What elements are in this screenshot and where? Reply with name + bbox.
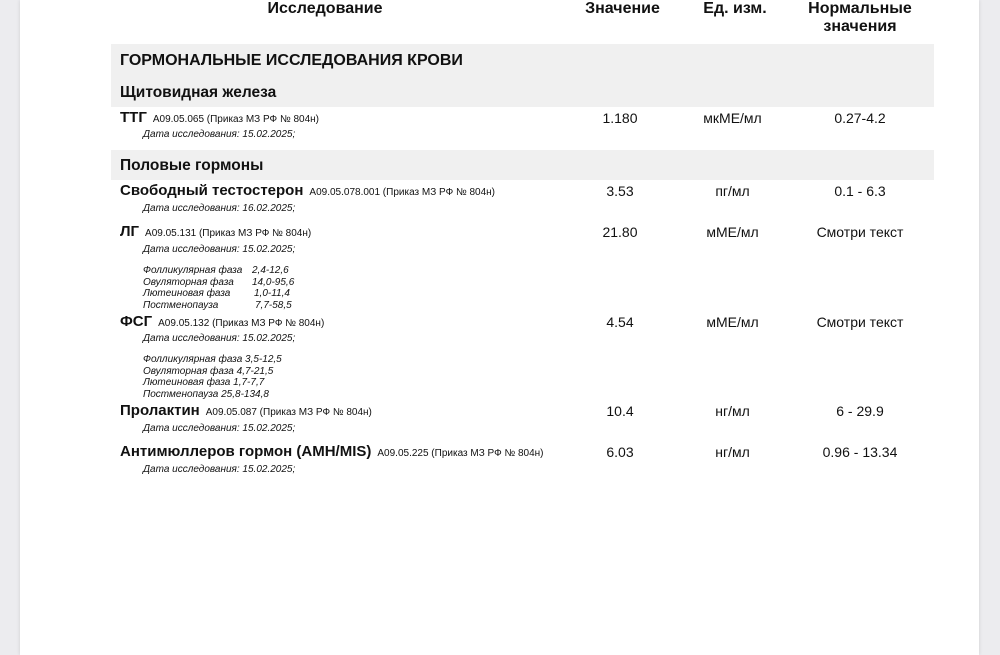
phase-label: Постменопауза bbox=[143, 299, 219, 311]
phase-range: 4,7-21,5 bbox=[236, 365, 274, 377]
table-row-name bbox=[120, 402, 372, 420]
test-name: ЛГ bbox=[120, 223, 140, 240]
result-value: 10.4 bbox=[606, 403, 634, 419]
phase-range: 7,7-58,5 bbox=[255, 299, 292, 311]
reference-phases bbox=[143, 265, 294, 311]
section-title: ГОРМОНАЛЬНЫЕ ИССЛЕДОВАНИЯ КРОВИ bbox=[120, 52, 463, 69]
phase-range: 1,7-7,7 bbox=[233, 377, 265, 388]
reference-phases bbox=[143, 354, 282, 400]
header-study: Исследование bbox=[267, 0, 383, 17]
table-row-name bbox=[120, 313, 324, 331]
header-normal bbox=[795, 0, 925, 36]
phase-range: 14,0-95,6 bbox=[252, 276, 295, 288]
result-value: 3.53 bbox=[606, 183, 634, 199]
test-name: ФСГ bbox=[120, 313, 153, 330]
test-code: A09.05.065 (Приказ МЗ РФ № 804н) bbox=[152, 114, 319, 125]
phase-label: Лютеиновая фаза bbox=[143, 288, 231, 299]
header-normal-line1: Нормальные bbox=[808, 0, 912, 17]
phase-label: Овуляторная фаза bbox=[143, 365, 234, 377]
result-unit: мМЕ/мл bbox=[706, 224, 759, 240]
header-unit: Ед. изм. bbox=[703, 0, 767, 17]
phase-label: Фолликулярная фаза bbox=[143, 354, 243, 365]
table-row-name bbox=[120, 223, 311, 241]
test-name: Антимюллеров гормон (AMH/MIS) bbox=[120, 443, 372, 460]
normal-range: Смотри текст bbox=[816, 224, 904, 240]
table-row-name bbox=[120, 109, 319, 127]
phase-range: 25,8-134,8 bbox=[221, 388, 269, 400]
test-name: Пролактин bbox=[120, 402, 200, 419]
study-date: Дата исследования: 16.02.2025; bbox=[143, 203, 296, 214]
phase-label: Овуляторная фаза bbox=[143, 276, 234, 288]
test-name: Свободный тестостерон bbox=[120, 182, 304, 199]
result-value: 1.180 bbox=[602, 110, 638, 126]
normal-range: 6 - 29.9 bbox=[836, 403, 884, 419]
result-value: 6.03 bbox=[606, 444, 634, 460]
result-unit: пг/мл bbox=[715, 183, 750, 199]
normal-range: 0.1 - 6.3 bbox=[834, 183, 886, 199]
test-code: A09.05.131 (Приказ МЗ РФ № 804н) bbox=[145, 228, 312, 239]
group-title-sex-hormones: Половые гормоны bbox=[120, 157, 264, 174]
result-unit: мМЕ/мл bbox=[706, 314, 759, 330]
test-code: A09.05.087 (Приказ МЗ РФ № 804н) bbox=[205, 407, 372, 418]
group-title-thyroid: Щитовидная железа bbox=[120, 84, 277, 101]
result-unit: нг/мл bbox=[715, 403, 750, 419]
study-date: Дата исследования: 15.02.2025; bbox=[143, 333, 296, 344]
phase-range: 3,5-12,5 bbox=[245, 354, 282, 365]
header-normal-line2: значения bbox=[823, 18, 897, 35]
phase-range: 1,0-11,4 bbox=[254, 288, 290, 299]
study-date: Дата исследования: 15.02.2025; bbox=[143, 464, 296, 475]
result-value: 21.80 bbox=[602, 224, 638, 240]
table-row-name bbox=[120, 182, 495, 200]
study-date: Дата исследования: 15.02.2025; bbox=[143, 423, 296, 434]
table-row-name bbox=[120, 443, 544, 461]
normal-range: 0.27-4.2 bbox=[834, 110, 886, 126]
phase-label: Постменопауза bbox=[143, 388, 219, 400]
normal-range: 0.96 - 13.34 bbox=[822, 444, 898, 460]
phase-label: Лютеиновая фаза bbox=[143, 377, 231, 388]
phase-range: 2,4-12,6 bbox=[252, 265, 289, 276]
result-unit: нг/мл bbox=[715, 444, 750, 460]
study-date: Дата исследования: 15.02.2025; bbox=[143, 129, 296, 140]
normal-range: Смотри текст bbox=[816, 314, 904, 330]
phase-label: Фолликулярная фаза bbox=[143, 265, 243, 276]
test-code: A09.05.078.001 (Приказ МЗ РФ № 804н) bbox=[309, 187, 496, 198]
result-value: 4.54 bbox=[606, 314, 634, 330]
test-name: ТТГ bbox=[120, 109, 147, 126]
header-value: Значение bbox=[585, 0, 660, 17]
result-unit: мкМЕ/мл bbox=[703, 110, 762, 126]
study-date: Дата исследования: 15.02.2025; bbox=[143, 244, 296, 255]
test-code: A09.05.225 (Приказ МЗ РФ № 804н) bbox=[377, 448, 544, 459]
test-code: A09.05.132 (Приказ МЗ РФ № 804н) bbox=[158, 318, 325, 329]
